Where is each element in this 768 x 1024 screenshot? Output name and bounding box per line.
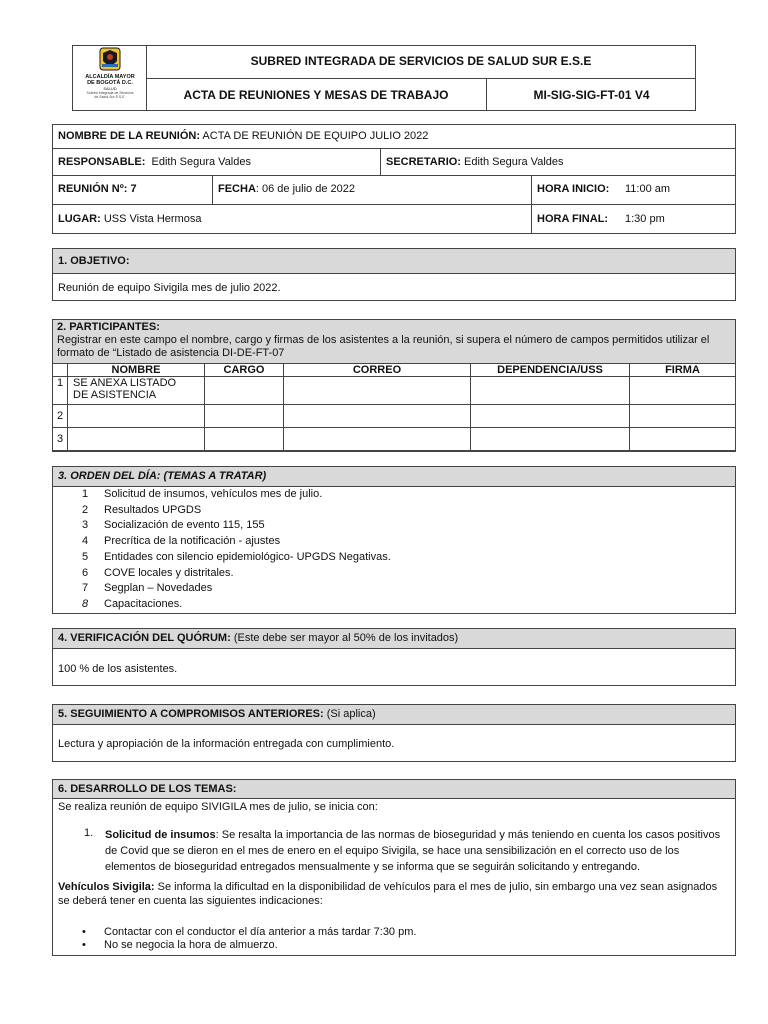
quorum-heading bbox=[58, 632, 458, 644]
logo-text-2: DE BOGOTÁ D.C. bbox=[87, 80, 133, 86]
objective-title: 1. OBJETIVO: bbox=[58, 255, 130, 267]
participant-role bbox=[205, 428, 284, 451]
list-item bbox=[82, 535, 280, 547]
followup-text: Lectura y apropiación de la información entregada con cumplimiento. bbox=[58, 738, 395, 750]
development-item-number: 1. bbox=[84, 827, 94, 839]
development-title: 6. DESARROLLO DE LOS TEMAS: bbox=[58, 783, 237, 795]
info-row-line-2 bbox=[52, 175, 736, 176]
vehicles-line-2: se deberá tener en cuenta las siguientes indicaciones: bbox=[58, 895, 323, 907]
secretary bbox=[386, 156, 564, 168]
bullet-text: Contactar con el conductor el día anterior a más tardar 7:30 pm. bbox=[104, 926, 417, 938]
table-row bbox=[53, 405, 736, 428]
coat-of-arms-icon bbox=[97, 47, 123, 73]
development-item-line-2: de Covid que se dieron en el mes de enero en el equipo Sivigila, se hace una sensibilización en el correcto uso de los bbox=[105, 845, 680, 857]
agenda-item-text: Solicitud de insumos, vehículos mes de julio. bbox=[104, 488, 323, 500]
bullet-icon: • bbox=[82, 939, 86, 951]
col-signature-header: FIRMA bbox=[630, 364, 736, 377]
list-item bbox=[82, 504, 201, 516]
place-value: USS Vista Hermosa bbox=[100, 213, 202, 225]
meeting-date bbox=[218, 183, 355, 195]
col-role-header: CARGO bbox=[205, 364, 284, 377]
secretary-label: SECRETARIO: bbox=[386, 156, 461, 168]
participant-name bbox=[68, 405, 205, 428]
participant-name bbox=[68, 428, 205, 451]
row-number: 2 bbox=[53, 405, 68, 428]
agenda-item-text: Segplan – Novedades bbox=[104, 582, 213, 595]
participants-title: 2. PARTICIPANTES: bbox=[57, 321, 160, 333]
participant-email bbox=[284, 428, 471, 451]
participants-desc-1: Registrar en este campo el nombre, cargo y firmas de los asistentes a la reunión, si supera el número de campos permitidos utilizar el bbox=[57, 334, 710, 346]
header-divider-h bbox=[146, 78, 696, 79]
vehicles-bold: Vehículos Sivigila: bbox=[58, 881, 155, 893]
col-email-header: CORREO bbox=[284, 364, 471, 377]
participant-department bbox=[471, 405, 630, 428]
objective-text: Reunión de equipo Sivigila mes de julio 2022. bbox=[58, 282, 281, 294]
followup-note: (Si aplica) bbox=[323, 708, 376, 720]
col-department-header: DEPENDENCIA/USS bbox=[471, 364, 630, 377]
development-item-bold: Solicitud de insumos bbox=[105, 829, 216, 841]
agenda-item-number: 8 bbox=[82, 597, 89, 610]
agenda-title: 3. ORDEN DEL DÍA: (TEMAS A TRATAR) bbox=[58, 470, 267, 482]
development-intro: Se realiza reunión de equipo SIVIGILA mes de julio, se inicia con: bbox=[58, 801, 378, 813]
followup-title: 5. SEGUIMIENTO A COMPROMISOS ANTERIORES: bbox=[58, 708, 324, 720]
col-num-header bbox=[53, 364, 68, 377]
participant-email bbox=[284, 377, 471, 405]
start-time-label: HORA INICIO: bbox=[537, 183, 610, 195]
col-name-header: NOMBRE bbox=[68, 364, 205, 377]
meeting-number: REUNIÓN Nº: 7 bbox=[58, 183, 137, 195]
participant-department bbox=[471, 377, 630, 405]
meeting-place bbox=[58, 213, 201, 225]
meeting-name-value: ACTA DE REUNIÓN DE EQUIPO JULIO 2022 bbox=[199, 130, 429, 142]
bullet-list bbox=[82, 926, 416, 952]
participant-signature bbox=[630, 405, 736, 428]
participant-name bbox=[68, 377, 205, 405]
bullet-text: No se negocia la hora de almuerzo. bbox=[104, 939, 278, 951]
table-row bbox=[53, 377, 736, 405]
agenda-item-text: Capacitaciones. bbox=[104, 597, 183, 610]
table-row bbox=[53, 428, 736, 451]
vehicles-text-1: Se informa la dificultad en la disponibilidad de vehículos para el mes de julio, sin embargo una vez sean asignados bbox=[154, 881, 718, 893]
responsible-label: RESPONSABLE: bbox=[58, 156, 146, 168]
info-col-line-sec bbox=[380, 148, 381, 175]
participant-department bbox=[471, 428, 630, 451]
agenda-item-text: Socialización de evento 115, 155 bbox=[104, 519, 265, 532]
org-title: SUBRED INTEGRADA DE SERVICIOS DE SALUD SUR E.S.E bbox=[250, 54, 592, 68]
responsible bbox=[58, 156, 251, 168]
meeting-name bbox=[58, 130, 428, 142]
development-item bbox=[105, 827, 729, 875]
secretary-value: Edith Segura Valdes bbox=[460, 156, 564, 168]
logo-text-5: de Salud Sur E.S.E. bbox=[94, 95, 126, 99]
quorum-note: (Este debe ser mayor al 50% de los invitados) bbox=[230, 632, 459, 644]
info-col-line-hour bbox=[531, 175, 532, 234]
date-value: : 06 de julio de 2022 bbox=[255, 183, 355, 195]
list-item bbox=[82, 551, 391, 563]
end-time-label: HORA FINAL: bbox=[537, 213, 609, 225]
participant-role bbox=[205, 405, 284, 428]
participants-desc-2: formato de “Listado de asistencia DI-DE-FT-07 bbox=[57, 347, 285, 359]
development-item-text-1: : Se resalta la importancia de las normas de bioseguridad y más teniendo en cuenta los casos positivos bbox=[215, 829, 721, 841]
logo-text-3: SALUD bbox=[103, 86, 117, 91]
participant-signature bbox=[630, 377, 736, 405]
participant-name-line-1: SE ANEXA LISTADO bbox=[73, 377, 177, 389]
agenda-item-number: 6 bbox=[82, 566, 89, 579]
vehicles-line-1 bbox=[58, 880, 734, 894]
list-item bbox=[82, 567, 234, 579]
agenda-item-number: 4 bbox=[82, 535, 89, 548]
agenda-item-number: 7 bbox=[82, 582, 89, 595]
agenda-item-text: Entidades con silencio epidemiológico- UPGDS Negativas. bbox=[104, 550, 391, 563]
agenda-item-number: 3 bbox=[82, 519, 89, 532]
participant-signature bbox=[630, 428, 736, 451]
agenda-item-text: COVE locales y distritales. bbox=[104, 566, 234, 579]
quorum-title: 4. VERIFICACIÓN DEL QUÓRUM: bbox=[58, 632, 231, 644]
agenda-item-text: Resultados UPGDS bbox=[104, 503, 202, 516]
participant-name-line-2: DE ASISTENCIA bbox=[73, 389, 157, 401]
responsible-value: Edith Segura Valdes bbox=[145, 156, 251, 168]
agenda-item-text: Precrítica de la notificación - ajustes bbox=[104, 535, 281, 548]
agenda-item-number: 5 bbox=[82, 550, 89, 563]
row-number: 3 bbox=[53, 428, 68, 451]
doc-title: ACTA DE REUNIONES Y MESAS DE TRABAJO bbox=[183, 88, 449, 102]
quorum-text: 100 % de los asistentes. bbox=[58, 663, 178, 675]
development-item-line-1 bbox=[105, 827, 729, 843]
start-time-value: 11:00 am bbox=[625, 183, 671, 195]
info-row-line-1 bbox=[52, 148, 736, 149]
list-item bbox=[82, 488, 322, 500]
vehicles-paragraph bbox=[58, 880, 734, 908]
meeting-name-label: NOMBRE DE LA REUNIÓN: bbox=[58, 130, 200, 142]
logo-text-1: ALCALDÍA MAYOR bbox=[85, 74, 135, 80]
date-label: FECHA bbox=[218, 183, 256, 195]
agenda-item-number: 2 bbox=[82, 503, 89, 516]
list-item bbox=[82, 598, 182, 610]
info-row-line-3 bbox=[52, 204, 736, 205]
bullet-icon: • bbox=[82, 926, 86, 938]
list-item bbox=[82, 939, 416, 952]
logo-text-4: Subred Integrada de Servicios bbox=[86, 91, 134, 95]
followup-heading bbox=[58, 708, 376, 720]
end-time-value: 1:30 pm bbox=[625, 213, 665, 225]
development-item-line-3: elementos de bioseguridad entregados mensualmente y se informa que se seguirán solicitando y entregando. bbox=[105, 861, 641, 873]
list-item bbox=[82, 926, 416, 939]
participant-role bbox=[205, 377, 284, 405]
place-label: LUGAR: bbox=[58, 213, 101, 225]
list-item bbox=[82, 519, 265, 531]
row-number: 1 bbox=[53, 377, 68, 405]
participant-email bbox=[284, 405, 471, 428]
info-col-line-date bbox=[212, 175, 213, 204]
doc-code: MI-SIG-SIG-FT-01 V4 bbox=[533, 88, 650, 102]
bogota-logo bbox=[76, 47, 144, 109]
agenda-item-number: 1 bbox=[82, 488, 89, 500]
list-item bbox=[82, 582, 212, 594]
participants-table bbox=[52, 363, 736, 451]
objective-header bbox=[53, 249, 735, 274]
